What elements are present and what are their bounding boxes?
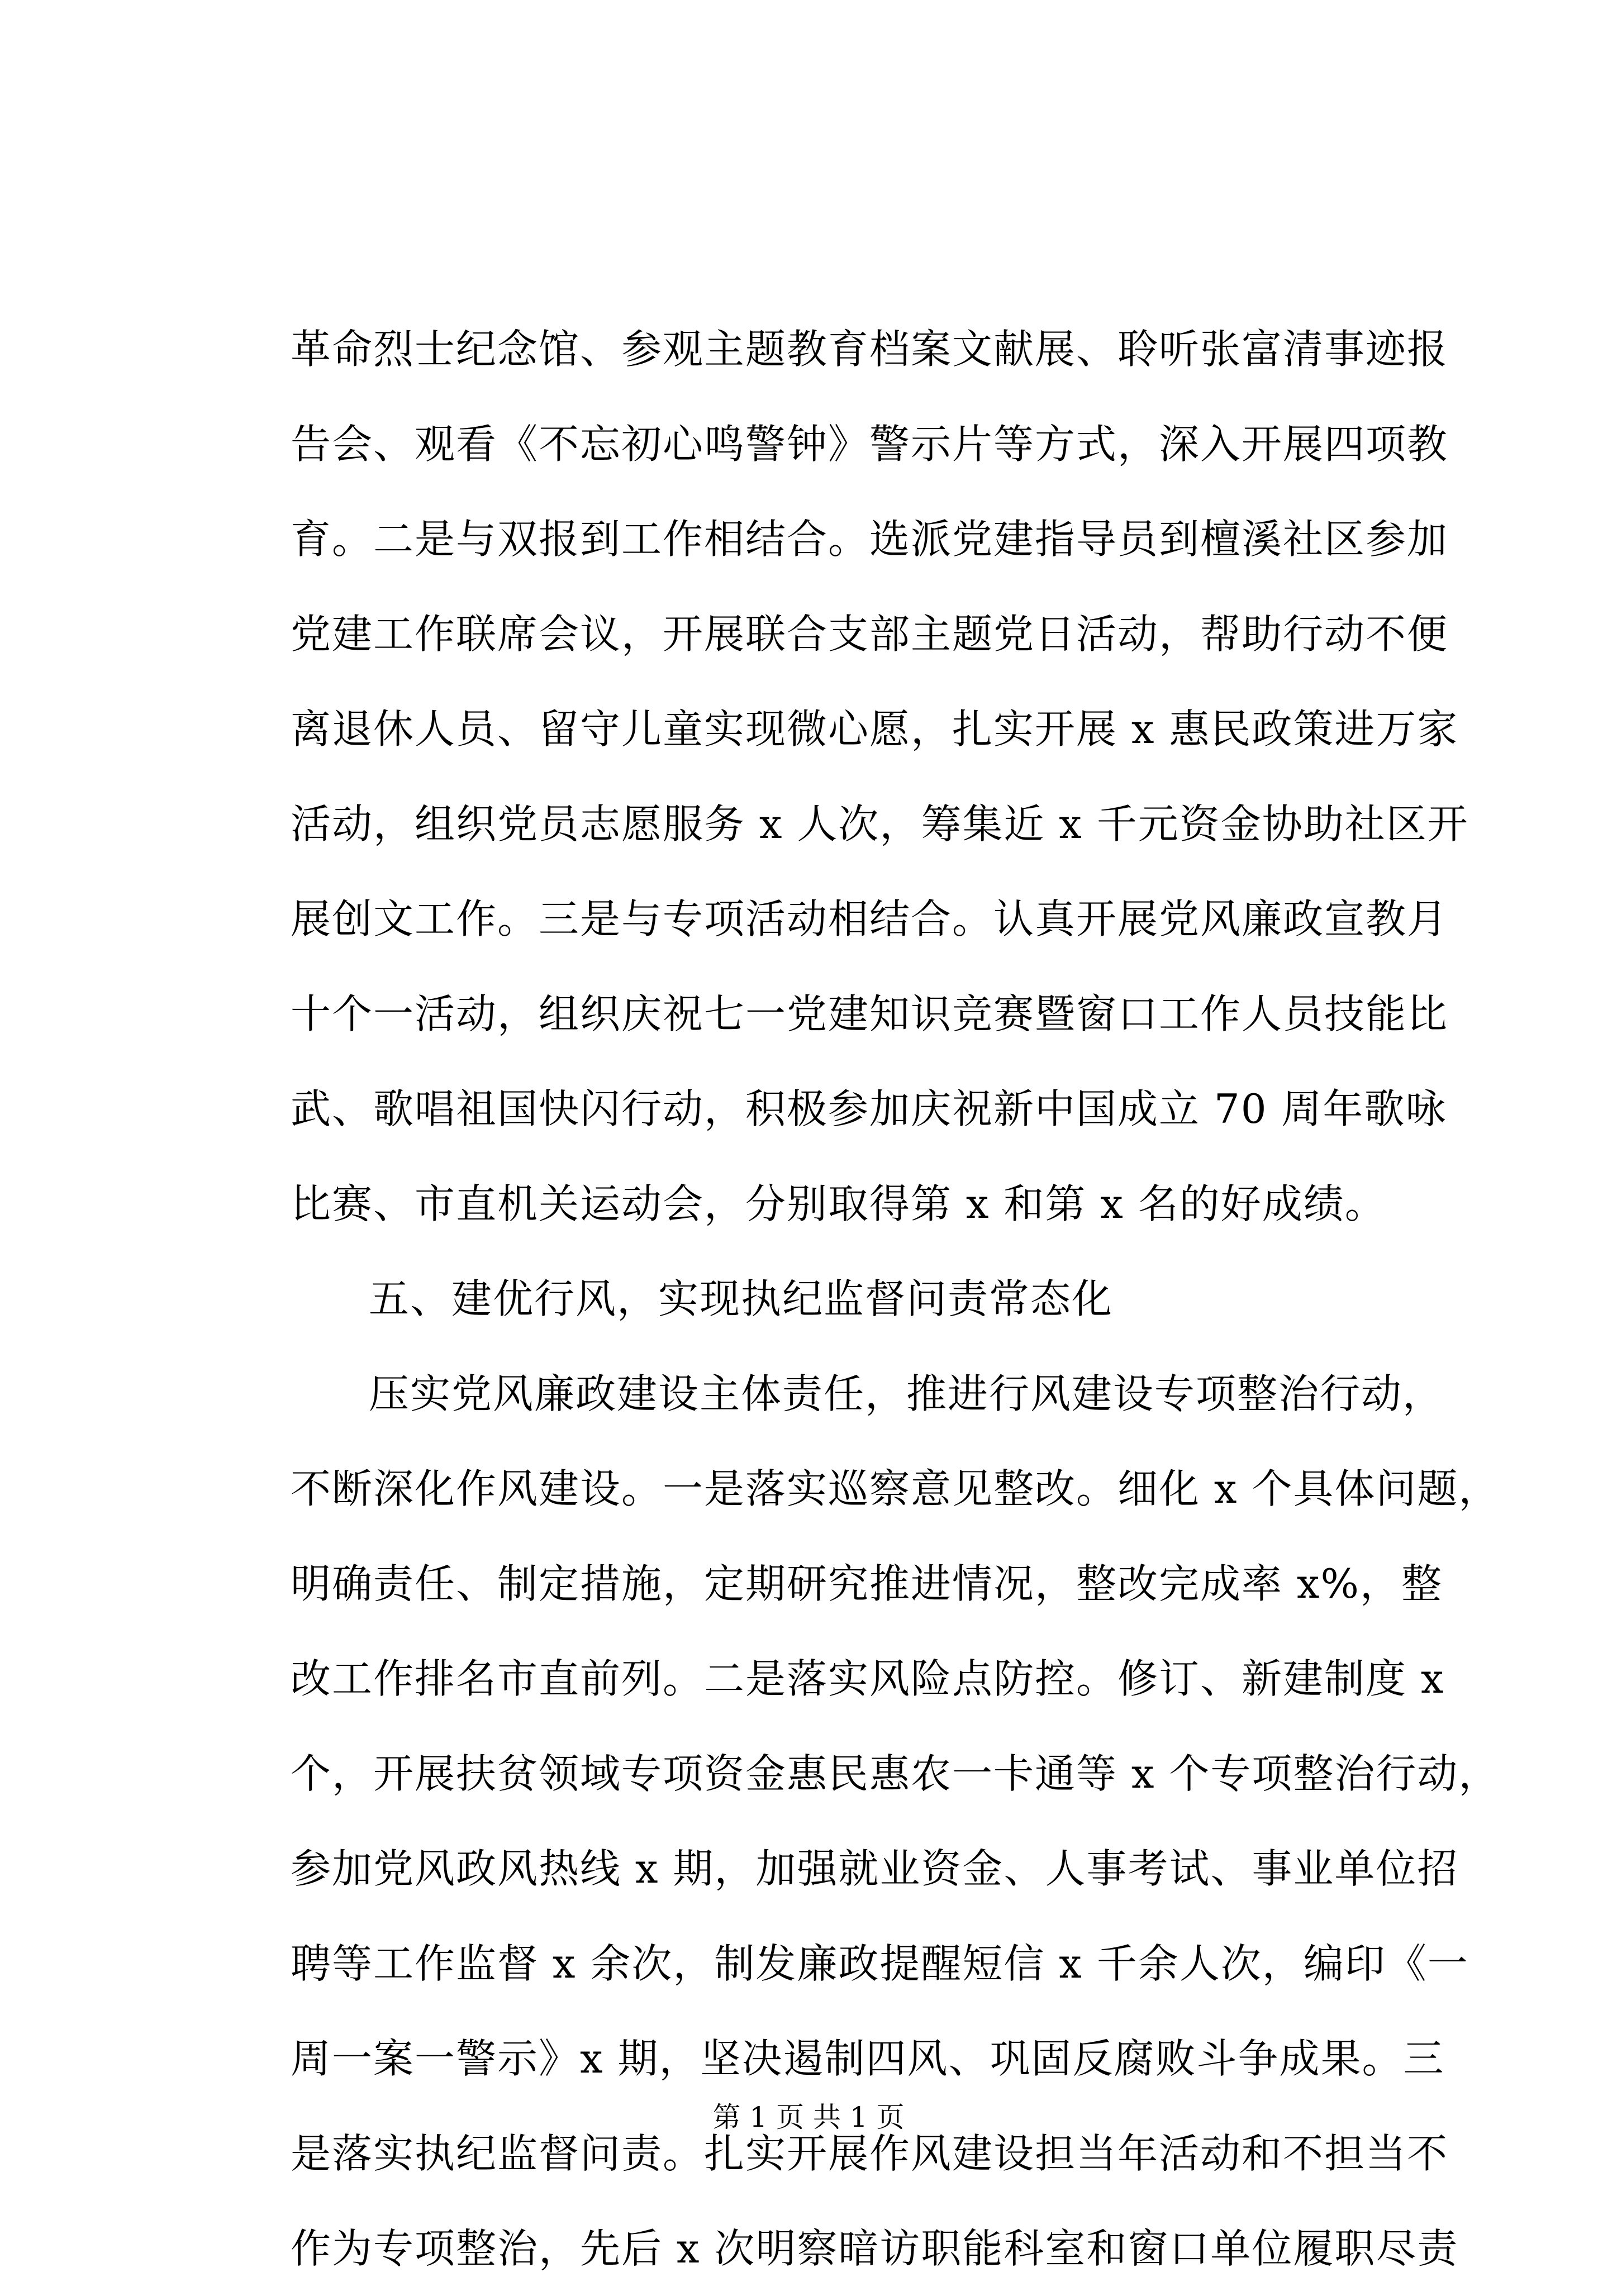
text-line: 改工作排名市直前列。二是落实风险点防控。修订、新建制度 x <box>291 1655 1445 1702</box>
page-footer: 第 1 页 共 1 页 <box>712 2101 905 2133</box>
text-line: 党建工作联席会议，开展联合支部主题党日活动，帮助行动不便 <box>291 611 1449 658</box>
text-line: 活动，组织党员志愿服务 x 人次，筹集近 x 千元资金协助社区开 <box>291 801 1469 847</box>
text-line: 参加党风政风热线 x 期，加强就业资金、人事考试、事业单位招 <box>291 1845 1459 1892</box>
text-line: 不断深化作风建设。一是落实巡察意见整改。细化 x 个具体问题， <box>291 1465 1500 1512</box>
text-line: 十个一活动，组织庆祝七一党建知识竞赛暨窗口工作人员技能比 <box>291 990 1449 1037</box>
text-line: 革命烈士纪念馆、参观主题教育档案文献展、聆听张富清事迹报 <box>291 326 1449 373</box>
document-body <box>291 302 1500 2296</box>
text-line: 离退休人员、留守儿童实现微心愿，扎实开展 x 惠民政策进万家 <box>291 706 1459 752</box>
text-line: 武、歌唱祖国快闪行动，积极参加庆祝新中国成立 70 周年歌咏 <box>291 1085 1447 1132</box>
text-line: 展创文工作。三是与专项活动相结合。认真开展党风廉政宣教月 <box>291 895 1449 942</box>
section-heading: 五、建优行风，实现执纪监督问责常态化 <box>369 1275 1114 1322</box>
text-line: 压实党风廉政建设主体责任，推进行风建设专项整治行动， <box>369 1370 1444 1417</box>
text-line: 告会、观看《不忘初心鸣警钟》警示片等方式，深入开展四项教 <box>291 421 1449 468</box>
text-line: 聘等工作监督 x 余次，制发廉政提醒短信 x 千余人次，编印《一 <box>291 1940 1469 1987</box>
text-line: 育。二是与双报到工作相结合。选派党建指导员到檀溪社区参加 <box>291 516 1449 563</box>
text-line: 比赛、市直机关运动会，分别取得第 x 和第 x 名的好成绩。 <box>291 1180 1386 1227</box>
text-line: 周一案一警示》x 期，坚决遏制四风、巩固反腐败斗争成果。三 <box>291 2035 1445 2082</box>
text-line: 明确责任、制定措施，定期研究推进情况，整改完成率 x%，整 <box>291 1560 1443 1607</box>
text-line: 作为专项整治，先后 x 次明察暗访职能科室和窗口单位履职尽责 <box>291 2225 1459 2272</box>
text-line: 个，开展扶贫领域专项资金惠民惠农一卡通等 x 个专项整治行动， <box>291 1750 1500 1797</box>
text-line: 是落实执纪监督问责。扎实开展作风建设担当年活动和不担当不 <box>291 2130 1449 2177</box>
